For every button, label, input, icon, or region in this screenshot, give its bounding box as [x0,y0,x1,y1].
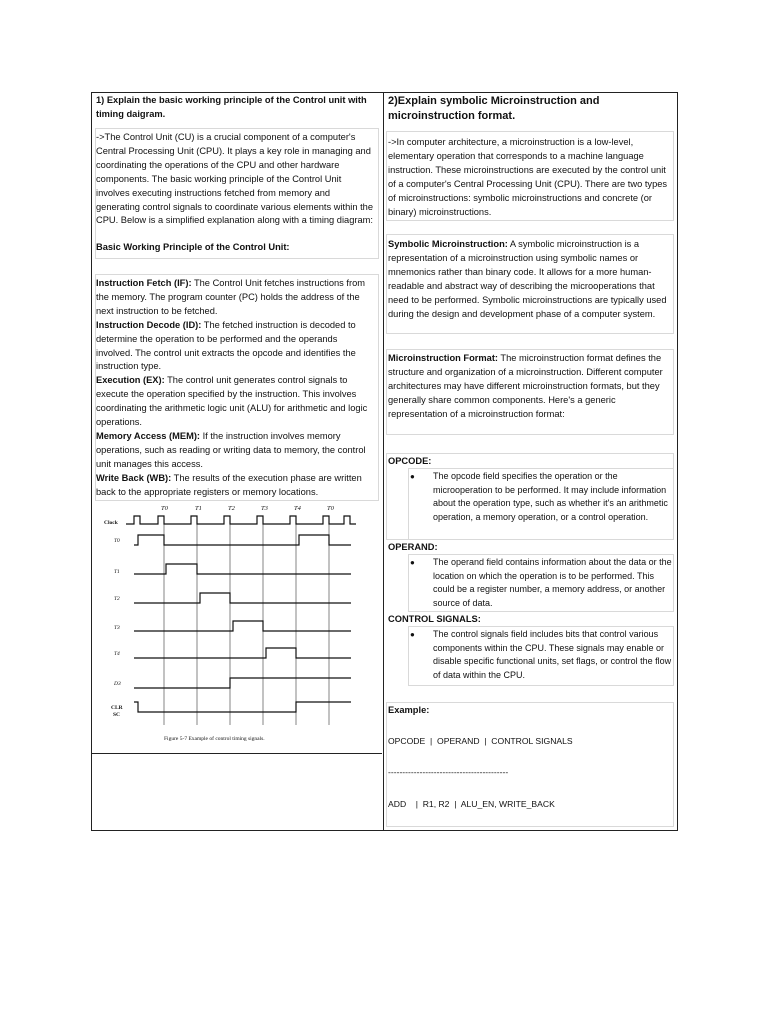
t1-wave [134,564,351,574]
signal-label-d3: D3 [114,681,121,687]
control-signals-title: CONTROL SIGNALS: [388,614,481,624]
t2-wave [134,593,351,603]
opcode-title: OPCODE: [388,456,432,466]
format-paragraph: Microinstruction Format: The microinstruction format defines the structure and organization of a microinstruction. Different computer architectures may have different microinstruction formats, but they generally share common components. Here's a generic representation of a microinstruction format: [388,353,663,419]
step-wb: Write Back (WB): The results of the execution phase are written back to the appropriate registers or memory locations. [96,472,362,497]
q1-intro: ->The Control Unit (CU) is a crucial component of a computer's Central Processing Unit (CPU). It plays a key role in managing and coordinating the operations of the CPU and other hardware components. The basic working principle of the Control Unit involves executing instructions fetched from memory and generating control signals to coordinate various elements within the CPU. Below is a simplified explanation along with a timing diagram: [96,132,374,226]
step-ex: Execution (EX): The control unit generates control signals to execute the operation specified by the instruction. This involves coordinating the arithmetic logic unit (ALU) for arithmetic and logic operations. [96,375,368,428]
clock-label: Clock [104,520,118,526]
q1-heading: 1) Explain the basic working principle of the Control unit with timing daigram. [96,95,367,119]
step-term: Instruction Decode (ID): [96,319,202,330]
top-label-t0: T0 [161,505,168,512]
waveforms [126,516,356,712]
bullet-icon: ● [410,558,415,567]
step-term: Memory Access (MEM): [96,430,201,441]
signal-label-t0: T0 [114,538,120,544]
top-label-t3: T3 [261,505,268,512]
example-header: OPCODE | OPERAND | CONTROL SIGNALS [388,736,573,746]
step-term: Execution (EX): [96,375,165,386]
t3-wave [134,621,351,631]
top-label-t0b: T0 [327,505,334,512]
bullet-icon: ● [410,472,415,481]
d3-wave [134,678,351,688]
top-label-t2: T2 [228,505,235,512]
format-term: Microinstruction Format: [388,353,499,363]
q1-subheading: Basic Working Principle of the Control Unit: [96,242,290,252]
q2-intro: ->In computer architecture, a microinstruction is a low-level, elementary operation that corresponds to a machine language instruction. These microinstructions are executed by the control unit of a computer's Central Processing Unit (CPU). There are two types of microinstructions: symbolic microinstructions and concrete (or binary) microinstructions. [388,137,668,217]
operand-title: OPERAND: [388,542,438,552]
signal-label-t2: T2 [114,596,120,602]
signal-label-t1: T1 [114,569,120,575]
top-label-t1: T1 [195,505,202,512]
clr-label: CLR [111,705,123,711]
step-if: Instruction Fetch (IF): The Control Unit fetches instructions from the memory. The program counter (PC) holds the address of the next instruction to be fetched. [96,278,365,316]
column-divider [383,93,384,830]
q2-heading: 2)Explain symbolic Microinstruction and microinstruction format. [388,95,600,122]
bullet-icon: ● [410,630,415,639]
t4-wave [134,648,351,658]
symbolic-term: Symbolic Microinstruction: [388,239,508,249]
step-term: Instruction Fetch (IF): [96,278,192,288]
example-title: Example: [388,705,430,715]
symbolic-paragraph: Symbolic Microinstruction: A symbolic microinstruction is a representation of a microinstruction using symbolic names or mnemonics rather than binary code. It allows for a more human-readable and abstract way of describing the microoperations that need to be performed. Symbolic microinstructions are typically used during the design and development phase of a computer system. [388,239,667,319]
document-table: 1) Explain the basic working principle of the Control unit with timing daigram. ->The Control Unit (CU) is a crucial component of a computer's Central Processing Unit (CPU). It plays a key role in managing and coordinating the operations of the CPU and other hardware components. The basic working principle of the Control Unit involves executing instructions fetched from memory and generating control signals to coordinate various elements within the CPU. Below is a simplified explanation along with a timing diagram: Basic Working Principle of the Control Unit: Instruction Fetch (IF): The Control Unit fetches instructions from the memory. The program counter (PC) holds the address of the next instruction to be fetched. Instruction Decode (ID): The fetched instruction is decoded to determine the operation to be performed and the operands involved. The control unit extracts the opcode and identifies the instruction type. Execution (EX): The control unit generates control signals to execute the operation specified by the instruction. This involves coordinating the arithmetic logic unit (ALU) for arithmetic and logic operations. Memory Access (MEM): If the instruction involves memory operations, such as reading or writing data to memory, the control unit manages this access. Write Back (WB): The results of the execution phase are written back to the appropriate registers or memory locations. T0 T1 T2 T3 T4 T0 Clock T0 T1 T2 T3 T4 D3 CLR SC Figure 5-7 Example of control timing signals. 2)Explain symbolic Microinstruction and microinstruction format. ->In computer architecture, a microinstruction is a low-level, elementary operation that corresponds to a machine language instruction. These microinstructions are executed by the control unit of a computer's Central Processing Unit (CPU). There are two types of microinstructions: symbolic microinstructions and concrete (or binary) microinstructions. Symbolic Microinstruction: A symbolic microinstruction is a representation of a microinstruction using symbolic names or mnemonics rather than binary code. It allows for a more human-readable and abstract way of describing the microoperations that need to be performed. Symbolic microinstructions are typically used during the design and development phase of a computer system. Microinstruction Format: The microinstruction format defines the structure and organization of a microinstruction. Different computer architectures may have different microinstruction formats, but they generally share common components. Here's a generic representation of a microinstruction format: OPCODE: ● The opcode field specifies the operation or the microoperation to be performed. It may include information about the operation type, such as whether it's an arithmetic operation, a memory operation, or a control operation. OPERAND: ● The operand field contains information about the data or the location on which the operation is to be performed. This could be a register number, a memory address, or another source of data. CONTROL SIGNALS: ● The control signals field includes bits that control various components within the CPU. These signals may enable or disable specific functional units, set flags, or control the flow of data within the CPU. Example: OPCODE | OPERAND | CONTROL SIGNALS ------------------------------------------ ADD | R1, R2 | ALU_EN, WRITE_BACK [91,92,678,831]
t0-wave [134,535,351,545]
row-divider [92,753,382,754]
figure-caption: Figure 5-7 Example of control timing signals. [164,736,265,742]
q1-steps [96,277,376,500]
example-separator: ------------------------------------------ [388,767,509,777]
step-id: Instruction Decode (ID): The fetched instruction is decoded to determine the operation to be performed and the operands involved. The control unit extracts the opcode and identifies the instruction type. [96,319,356,372]
example-row: ADD | R1, R2 | ALU_EN, WRITE_BACK [388,799,555,809]
clr-wave [134,702,351,712]
step-mem: Memory Access (MEM): If the instruction involves memory operations, such as reading or writing data to memory, the control unit manages this access. [96,430,366,469]
signal-label-t4: T4 [114,651,120,657]
step-term: Write Back (WB): [96,472,172,483]
timing-diagram [96,500,378,752]
clock-wave [126,516,356,524]
top-label-t4: T4 [294,505,301,512]
sc-label: SC [113,712,121,718]
signal-label-t3: T3 [114,625,120,631]
